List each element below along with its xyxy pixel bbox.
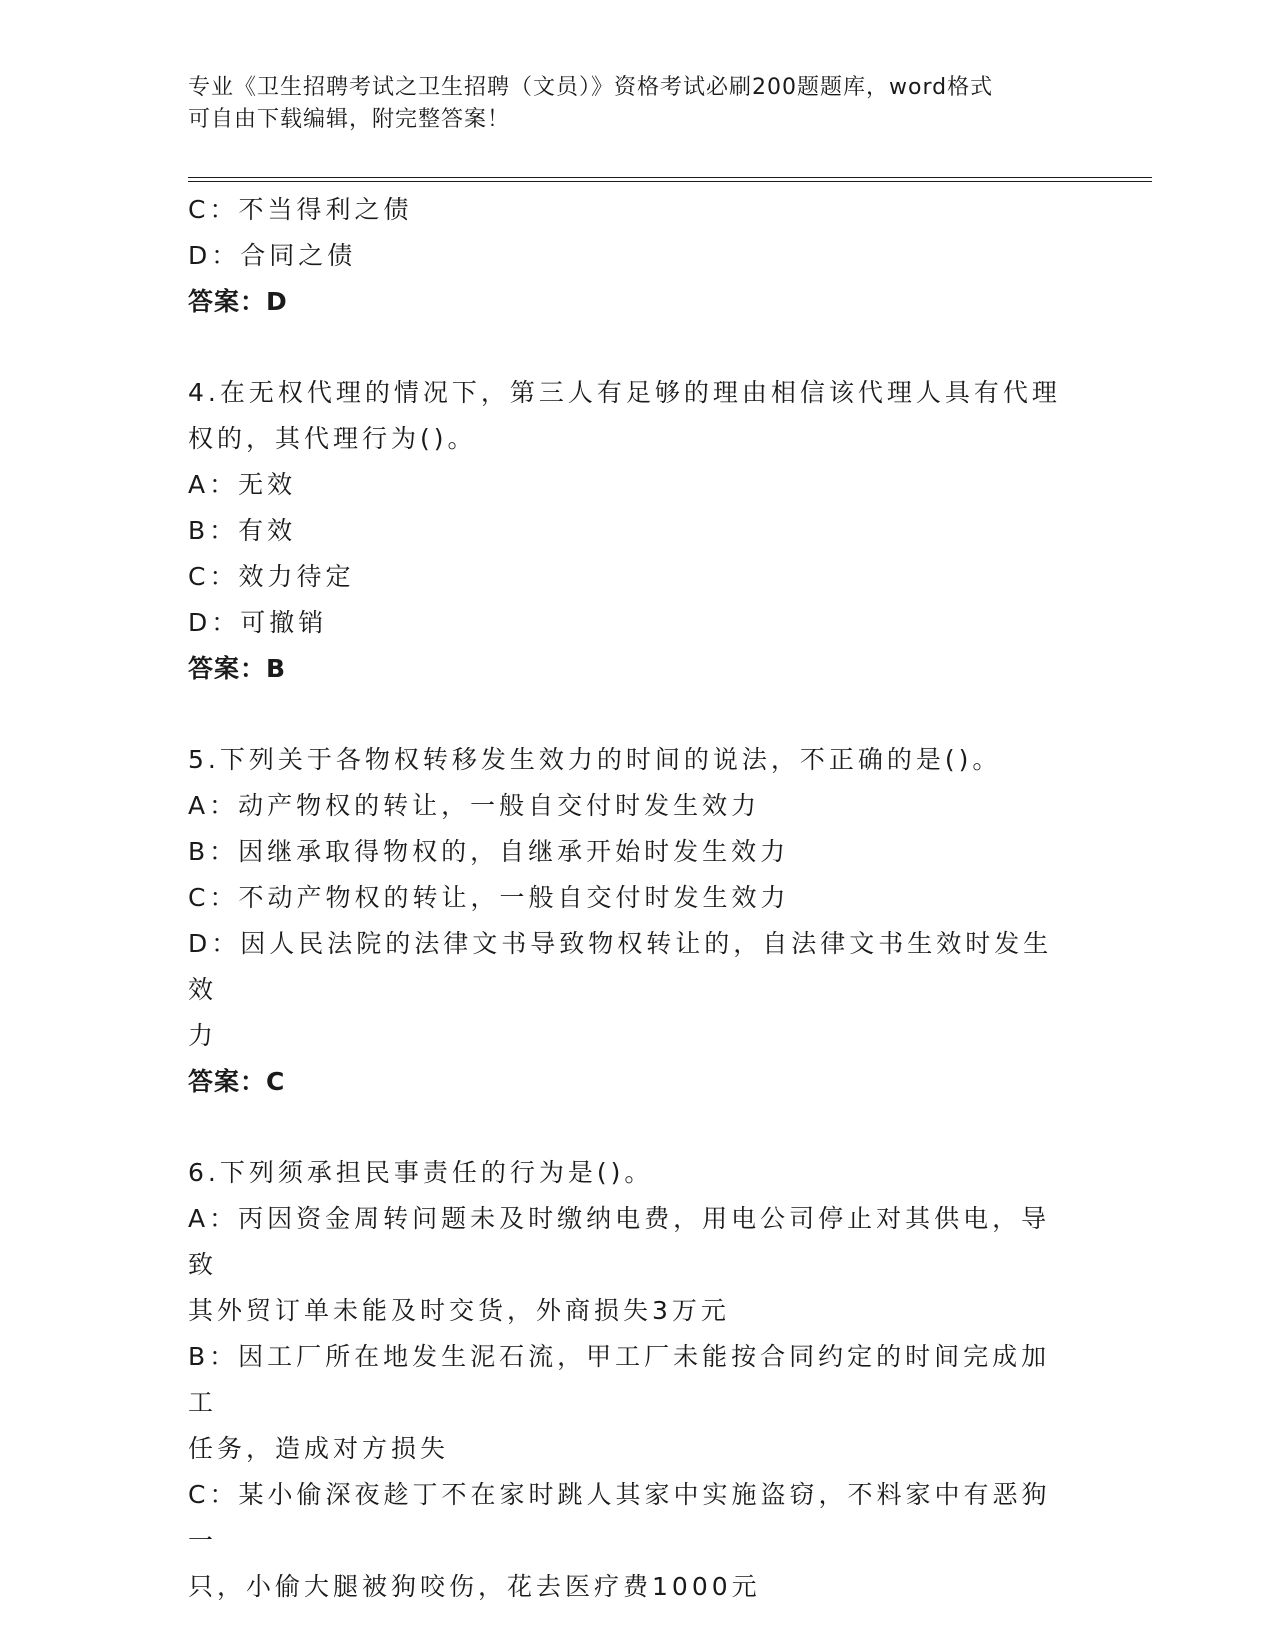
header-double-rule xyxy=(188,177,1152,182)
q5-option-b: B：因继承取得物权的，自继承开始时发生效力 xyxy=(188,837,790,866)
q6-option-b-line-1: B：因工厂所在地发生泥石流，甲工厂未能按合同约定的时间完成加工 xyxy=(188,1342,1051,1417)
q5-stem: 5.下列关于各物权转移发生效力的时间的说法，不正确的是()。 xyxy=(188,745,1002,774)
header-line-1: 专业《卫生招聘考试之卫生招聘（文员）》资格考试必刷200题题库，word格式 xyxy=(188,75,994,100)
header-line-2: 可自由下载编辑，附完整答案！ xyxy=(188,107,511,132)
q4-stem-line-1: 4.在无权代理的情况下，第三人有足够的理由相信该代理人具有代理 xyxy=(188,378,1061,407)
spacer xyxy=(188,692,1078,737)
q5-option-d-line-1: D：因人民法院的法律文书导致物权转让的，自法律文书生效时发生效 xyxy=(188,929,1053,1004)
q5-option-a: A：动产物权的转让，一般自交付时发生效力 xyxy=(188,791,761,820)
q4-answer: 答案：B xyxy=(188,654,287,683)
q5-answer: 答案：C xyxy=(188,1067,286,1096)
spacer xyxy=(188,1105,1078,1150)
q4-option-c: C：效力待定 xyxy=(188,562,355,591)
q4-option-a: A：无效 xyxy=(188,470,297,499)
question-4 xyxy=(188,370,1078,692)
q5-option-c: C：不动产物权的转让，一般自交付时发生效力 xyxy=(188,883,790,912)
q6-option-c-line-1: C：某小偷深夜趁丁不在家时跳人其家中实施盗窃，不料家中有恶狗一 xyxy=(188,1480,1051,1555)
question-5 xyxy=(188,737,1078,1105)
q6-option-b-line-2: 任务，造成对方损失 xyxy=(188,1434,450,1463)
question-6 xyxy=(188,1150,1078,1610)
q3-option-c: C：不当得利之债 xyxy=(188,195,413,224)
q6-option-a-line-2: 其外贸订单未能及时交货，外商损失3万元 xyxy=(188,1296,730,1325)
q4-option-d: D：可撤销 xyxy=(188,608,328,637)
q6-option-a-line-1: A：丙因资金周转问题未及时缴纳电费，用电公司停止对其供电，导致 xyxy=(188,1204,1051,1279)
question-3-continued xyxy=(188,187,1078,325)
q3-answer: 答案：D xyxy=(188,287,288,316)
q3-option-d: D：合同之债 xyxy=(188,241,357,270)
q4-option-b: B：有效 xyxy=(188,516,297,545)
q6-option-c-line-2: 只，小偷大腿被狗咬伤，花去医疗费1000元 xyxy=(188,1572,761,1601)
q5-option-d-line-2: 力 xyxy=(188,1021,218,1050)
document-header xyxy=(188,72,1078,136)
spacer xyxy=(188,325,1078,370)
q4-stem-line-2: 权的，其代理行为()。 xyxy=(188,424,477,453)
q6-stem: 6.下列须承担民事责任的行为是()。 xyxy=(188,1158,654,1187)
question-content xyxy=(188,187,1078,1610)
